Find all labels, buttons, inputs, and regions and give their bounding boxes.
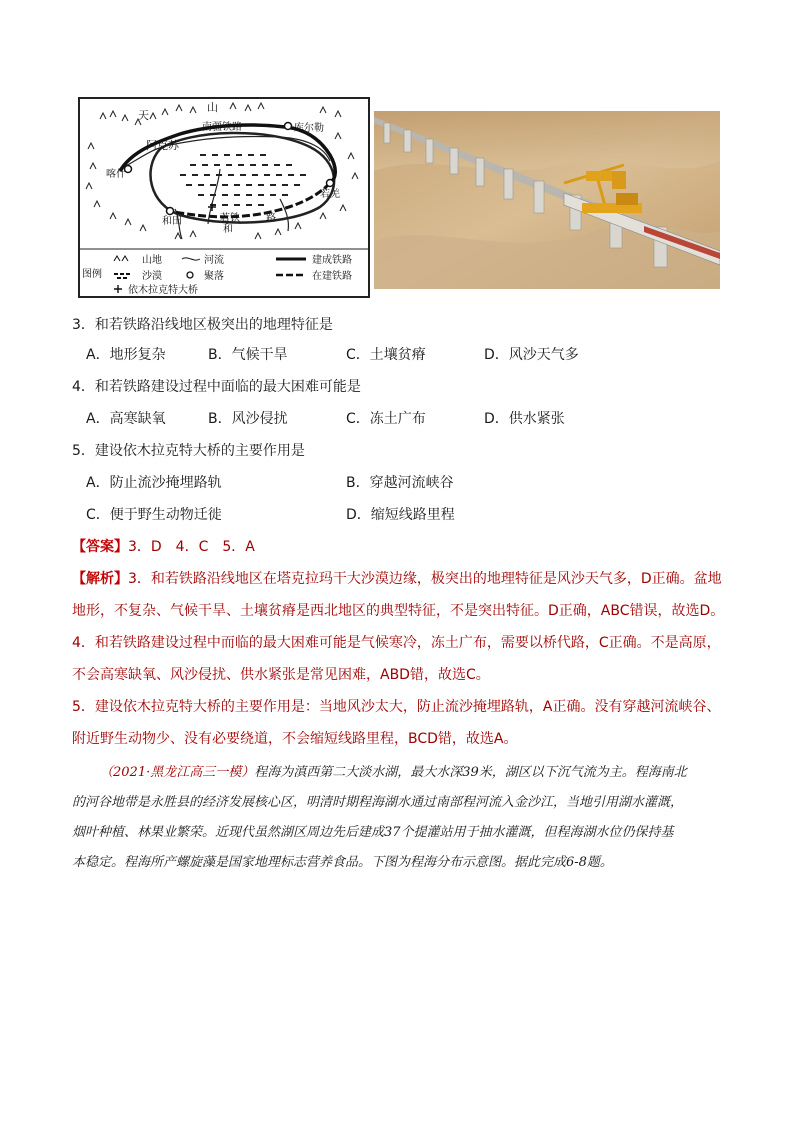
q5-option-d: D．缩短线路里程 (346, 507, 455, 523)
q4-option-a: A．高寒缺氧 (86, 411, 166, 427)
analysis-line-1 (72, 570, 732, 588)
q5-option-c: C．便于野生动物迁徙 (86, 507, 222, 523)
question-5-stem: 5．建设依木拉克特大桥的主要作用是 (72, 443, 305, 459)
map-label-kuerle: 库尔勒 (294, 123, 324, 134)
q4-option-c: C．冻土广布 (346, 411, 426, 427)
photo-drawing (374, 111, 720, 289)
q4-option-d: D．供水紧张 (484, 411, 565, 427)
legend-settlement-icon (187, 272, 193, 278)
q3-option-d: D．风沙天气多 (484, 347, 579, 363)
legend-bridge-icon (114, 285, 122, 293)
question-3-stem: 3．和若铁路沿线地区极突出的地理特征是 (72, 317, 333, 333)
building-railway-line (170, 183, 330, 217)
legend-mountain-icon (114, 256, 128, 261)
answer-line (72, 538, 732, 556)
next-stem-line-4: 本稳定。程海所产螺旋藻是国家地理标志营养食品。下图为程海分布示意图。据此完成6-8题。 (72, 855, 613, 870)
bridge-construction-photo (374, 111, 720, 289)
figure-row (78, 97, 720, 300)
desert-dots (180, 154, 306, 206)
next-stem-line-1 (100, 764, 730, 781)
legend-desert-icon (114, 273, 130, 279)
analysis-line-4: 不会高寒缺氧、风沙侵扰、供水紧张是常见困难，ABD错，故选C。 (72, 667, 490, 683)
q4-option-b: B．风沙侵扰 (208, 411, 288, 427)
map-label-he: 和 (223, 224, 233, 235)
map-label-tian: 天 (138, 109, 149, 122)
legend-river-icon (182, 258, 200, 260)
map-label-nanjiang: 南疆铁路 (202, 122, 242, 133)
map-label-lu: 路 (266, 213, 276, 224)
map-label-shan: 山 (207, 101, 218, 114)
q3-option-a: A．地形复杂 (86, 347, 166, 363)
map-label-kashi: 喀什 (106, 169, 126, 180)
legend-built-railway: 建成铁路 (312, 255, 352, 266)
next-stem-source: （2021·黑龙江高三一模） (100, 765, 255, 780)
map-label-ruoqiang: 若羌 (320, 189, 340, 200)
answer-tag: 【答案】 (72, 539, 128, 555)
railway-map (78, 97, 370, 298)
analysis-tag: 【解析】 (72, 571, 128, 587)
analysis-line-6: 附近野生动物少、没有必要绕道，不会缩短线路里程，BCD错，故选A。 (72, 731, 518, 747)
analysis-line-5: 5．建设依木拉克特大桥的主要作用是：当地风沙太大，防止流沙掩埋路轨，A正确。没有穿越河流峡谷、 (72, 699, 721, 715)
map-label-ruo-rail: 若铁 (220, 213, 240, 224)
next-stem-first: 程海为滇西第二大淡水湖，最大水深39米，湖区以下沉气流为主。程海南北 (254, 765, 687, 780)
next-stem-line-3: 烟叶种植、林果业繁荣。近现代虽然湖区周边先后建成37个提灌站用于抽水灌溉，但程海湖水位仍保持基 (72, 825, 674, 840)
legend-building-railway: 在建铁路 (312, 271, 352, 282)
legend-river: 河流 (204, 255, 224, 266)
legend-settlement: 聚落 (204, 271, 224, 282)
q5-option-a: A．防止流沙掩埋路轨 (86, 475, 222, 491)
map-drawing (80, 99, 368, 296)
legend-mountain: 山地 (142, 255, 162, 266)
question-4-stem: 4．和若铁路建设过程中面临的最大困难可能是 (72, 379, 361, 395)
legend-bridge: 依木拉克特大桥 (128, 285, 198, 296)
analysis-line-3: 4．和若铁路建设过程中而临的最大困难可能是气候寒冷，冻土广布，需要以桥代路，C正确。不是高原， (72, 635, 721, 651)
answer-text: 3．D 4．C 5．A (128, 539, 255, 555)
q5-option-b: B．穿越河流峡谷 (346, 475, 454, 491)
next-stem-line-2: 的河谷地带是永胜县的经济发展核心区，明清时期程海湖水通过南部程河流入金沙江，当地引用湖水灌溉， (72, 795, 684, 810)
q3-option-c: C．土壤贫瘠 (346, 347, 426, 363)
analysis-text-1: 3．和若铁路沿线地区在塔克拉玛干大沙漠边缘，极突出的地理特征是风沙天气多，D正确。盆地 (128, 571, 722, 587)
q3-option-b: B．气候干旱 (208, 347, 288, 363)
map-label-akesu: 阿克苏 (146, 139, 179, 152)
legend-desert: 沙漠 (142, 271, 162, 282)
map-label-hetian: 和田 (162, 216, 182, 227)
legend (82, 253, 352, 296)
legend-title: 图例 (82, 269, 102, 280)
analysis-line-2: 地形，不复杂、气候干旱、土壤贫瘠是西北地区的典型特征，不是突出特征。D正确，ABC错误，故选D。 (72, 603, 725, 619)
